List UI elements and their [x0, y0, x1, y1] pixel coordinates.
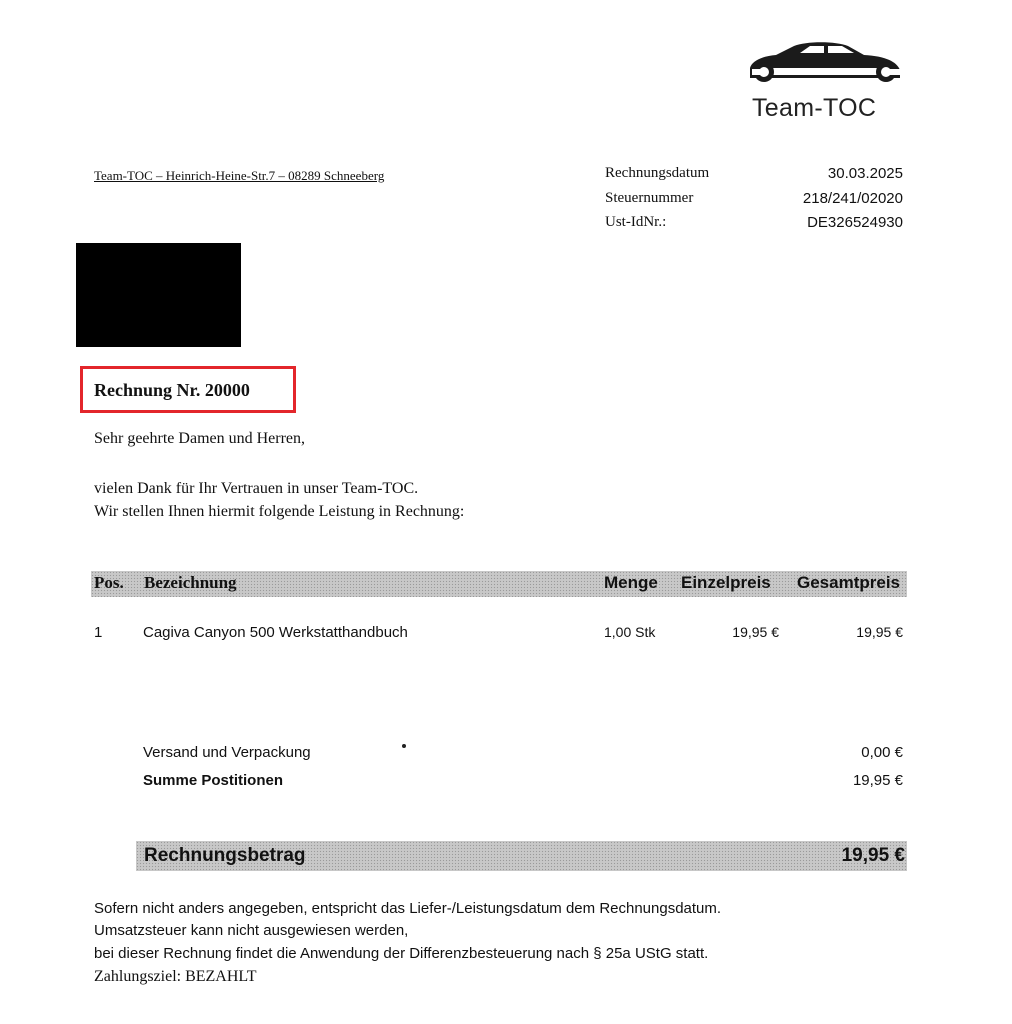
table-header-unit-price: Einzelpreis [681, 573, 771, 592]
logo-text: Team-TOC [752, 94, 877, 122]
footer-line-2: Umsatzsteuer kann nicht ausgewiesen werden, [94, 922, 409, 939]
meta-value-vat-id: DE326524930 [807, 214, 903, 231]
scan-speck [402, 744, 406, 748]
table-row-unit-price: 19,95 € [732, 624, 779, 640]
positions-sum-label: Summe Postitionen [143, 772, 284, 789]
positions-sum-value: 19,95 € [852, 772, 903, 789]
table-header-total-price: Gesamtpreis [797, 573, 900, 592]
table-header-description: Bezeichnung [144, 573, 237, 592]
sender-address-line: Team-TOC – Heinrich-Heine-Str.7 – 08289 Schneeberg [94, 168, 385, 183]
table-header-pos: Pos. [94, 573, 124, 592]
footer-line-1: Sofern nicht anders angegeben, entspricht das Liefer-/Leistungsdatum dem Rechnungsdatum. [94, 900, 722, 917]
meta-label-tax-number: Steuernummer [605, 190, 694, 206]
invoice-total-value: 19,95 € [841, 845, 905, 866]
meta-label-invoice-date: Rechnungsdatum [605, 165, 710, 181]
table-row-quantity: 1,00 Stk [604, 624, 656, 640]
footer-payment-status: Zahlungsziel: BEZAHLT [94, 968, 257, 985]
footer-line-3: bei dieser Rechnung findet die Anwendung der Differenzbesteuerung nach § 25a UStG statt. [94, 945, 709, 962]
shipping-label: Versand und Verpackung [143, 744, 311, 761]
shipping-value: 0,00 € [861, 744, 903, 761]
meta-value-tax-number: 218/241/02020 [802, 190, 903, 207]
meta-value-invoice-date: 30.03.2025 [827, 165, 903, 182]
invoice-title: Rechnung Nr. 20000 [94, 380, 250, 400]
invoice-total-label: Rechnungsbetrag [144, 845, 306, 866]
redacted-recipient-address [76, 243, 241, 347]
meta-label-vat-id: Ust-IdNr.: [605, 214, 667, 230]
letter-greeting: Sehr geehrte Damen und Herren, [94, 430, 306, 447]
table-row-total-price: 19,95 € [856, 624, 903, 640]
letter-line-2: Wir stellen Ihnen hiermit folgende Leistung in Rechnung: [94, 503, 465, 520]
table-row-pos: 1 [94, 624, 103, 641]
letter-line-1: vielen Dank für Ihr Vertrauen in unser Team-TOC. [94, 480, 419, 497]
table-row-description: Cagiva Canyon 500 Werkstatthandbuch [143, 624, 408, 641]
table-header-quantity: Menge [604, 573, 658, 592]
